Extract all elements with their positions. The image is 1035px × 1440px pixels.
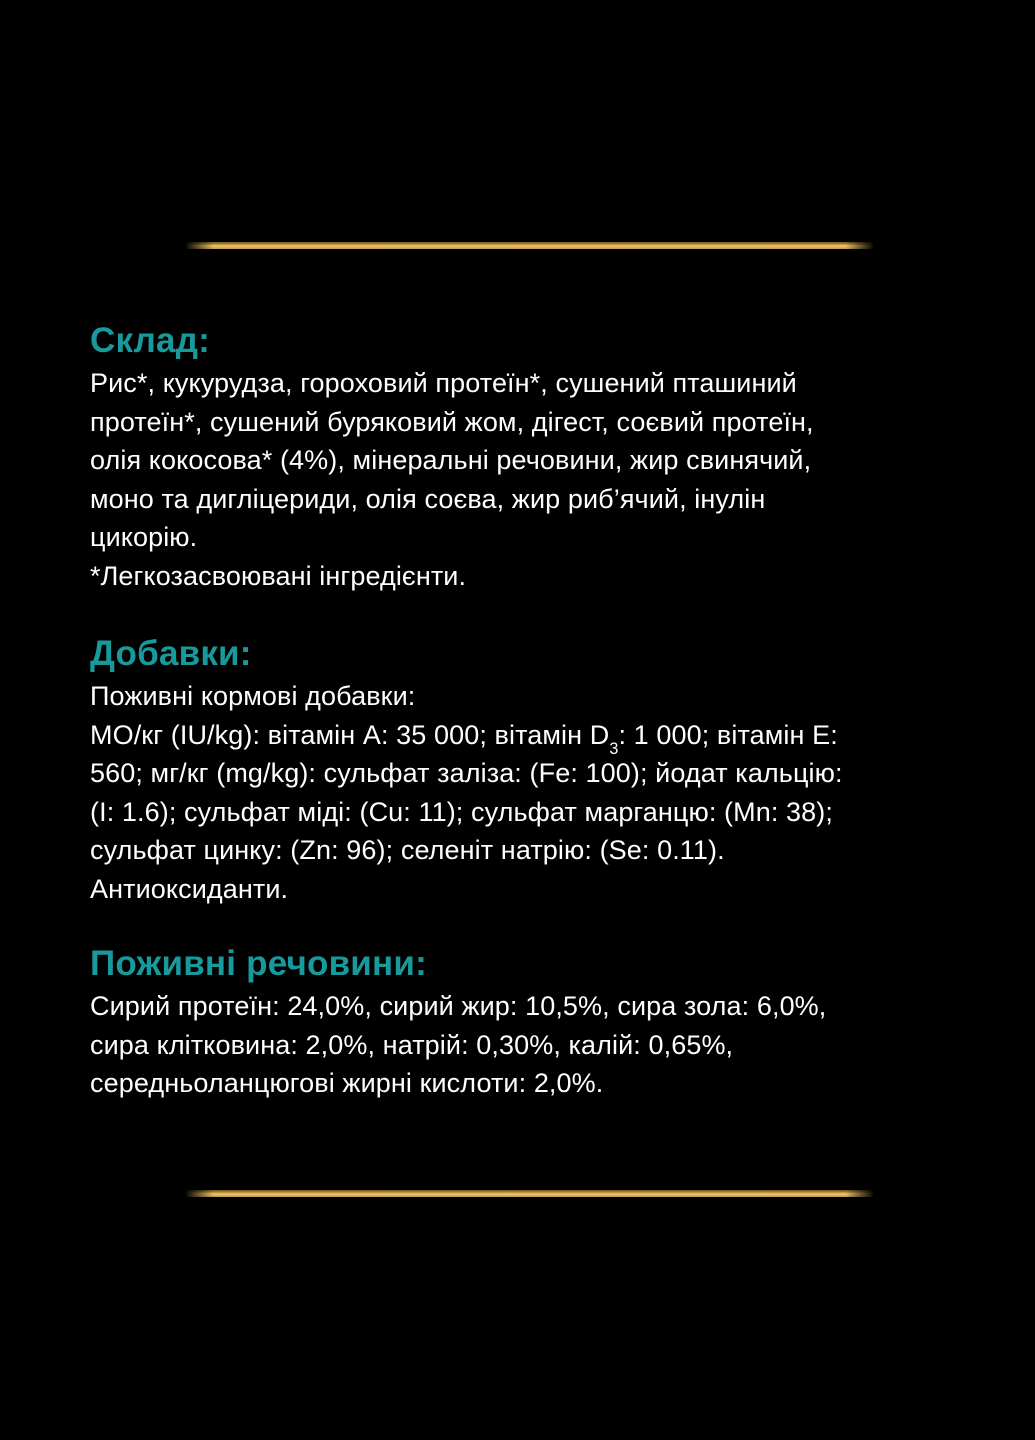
vitamin-d3-subscript: 3 <box>609 740 619 759</box>
gold-divider-bottom <box>186 1190 873 1197</box>
vitamins-text-post: : 1 000; вітамін E: <box>618 719 838 750</box>
vitamins-text-pre: МО/кг (IU/kg): вітамін A: 35 000; вітамін D <box>90 719 610 750</box>
nutrients-line: середньоланцюгові жирні кислоти: 2,0%. <box>90 1068 604 1098</box>
additives-intro: Поживні кормові добавки: <box>90 681 416 711</box>
composition-line: Рис*, кукурудза, гороховий протеїн*, сушений пташиний <box>90 368 797 398</box>
nutrients-body <box>90 987 995 1103</box>
composition-line: протеїн*, сушений буряковий жом, дігест, соєвий протеїн, <box>90 406 814 437</box>
section-nutrients <box>90 943 995 1103</box>
composition-body <box>90 364 995 595</box>
composition-line: олія кокосова* (4%), мінеральні речовини, жир свинячий, <box>90 445 812 475</box>
additives-heading: Добавки: <box>90 634 252 673</box>
composition-footnote: *Легкозасвоювані інгредієнти. <box>90 560 467 591</box>
additives-antioxidants: Антиоксиданти. <box>90 873 289 904</box>
composition-line: цикорію. <box>90 522 198 552</box>
additives-body <box>90 677 995 908</box>
additives-line: сульфат цинку: (Zn: 96); селеніт натрію: (Se: 0.11). <box>90 835 725 865</box>
composition-heading: Склад: <box>90 321 210 360</box>
composition-line: моно та дигліцериди, олія соєва, жир риб’ячий, інулін <box>90 483 766 514</box>
section-additives <box>90 633 995 908</box>
additives-vitamins-line <box>90 716 995 759</box>
additives-line: 560; мг/кг (mg/kg): сульфат заліза: (Fe: 100); йодат кальцію: <box>90 758 843 788</box>
label-content <box>0 320 1035 1103</box>
nutrients-line: Сирий протеїн: 24,0%, сирий жир: 10,5%, сира зола: 6,0%, <box>90 991 827 1021</box>
section-composition <box>90 320 995 595</box>
nutrients-line: сира клітковина: 2,0%, натрій: 0,30%, калій: 0,65%, <box>90 1029 734 1060</box>
nutrients-heading: Поживні речовини: <box>90 944 427 983</box>
additives-line: (I: 1.6); сульфат міді: (Cu: 11); сульфат марганцю: (Mn: 38); <box>90 796 833 827</box>
gold-divider-top <box>186 242 873 249</box>
